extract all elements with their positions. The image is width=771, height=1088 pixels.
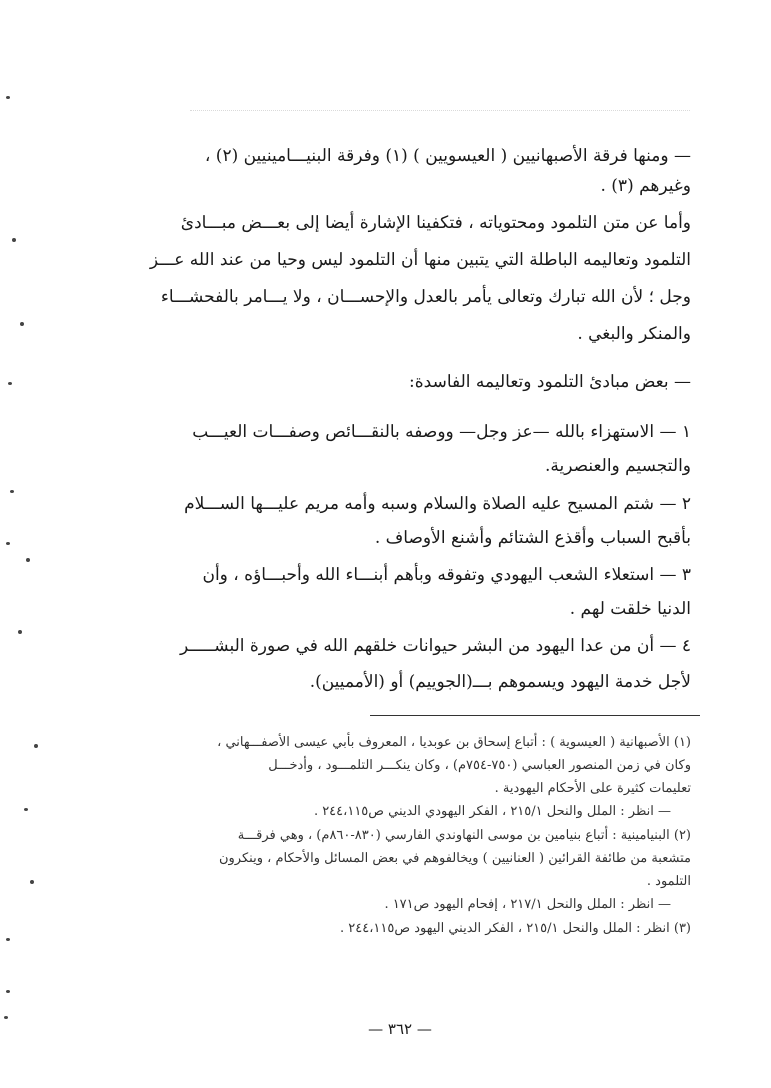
scan-speck — [6, 990, 10, 993]
footnote-line: (٢) البنيامينية : أتباع بنيامين بن موسى النهاوندي الفارسي (٨٣٠-٨٦٠م) ، وهي فرقـــة — [237, 828, 691, 843]
bleed-through-text — [190, 92, 690, 111]
body-line: ٣ — استعلاء الشعب اليهودي وتفوقه وبأهم أبنـــاء الله وأحبـــاؤه ، وأن — [202, 565, 691, 585]
scan-speck — [6, 938, 10, 941]
footnote-line: — انظر : الملل والنحل ٢١٥/١ ، الفكر اليهودي الديني ص٢٤٤،١١٥ . — [313, 804, 671, 819]
scan-speck — [8, 382, 12, 385]
footnote-line: (٣) انظر : الملل والنحل ٢١٥/١ ، الفكر الديني اليهود ص٢٤٤،١١٥ . — [339, 921, 691, 936]
scan-speck — [10, 490, 14, 493]
footnote-line: متشعبة من طائفة القرائين ( العنانيين ) ويخالفوهم في بعض المسائل والأحكام ، وينكرون — [218, 851, 691, 866]
scan-speck — [6, 96, 10, 99]
footnote-line: تعليمات كثيرة على الأحكام اليهودية . — [494, 781, 691, 796]
body-line: بأقبح السباب وأقذع الشتائم وأشنع الأوصاف . — [374, 528, 691, 548]
body-line: والمنكر والبغي . — [577, 324, 691, 344]
body-line: ٢ — شتم المسيح عليه الصلاة والسلام وسبه وأمه مريم عليـــها الســـلام — [184, 494, 691, 514]
scan-speck — [12, 238, 16, 242]
footnote-line: وكان في زمن المنصور العباسي (٧٥٠-٧٥٤م) ، وكان ينكـــر التلمـــود ، وأدخـــل — [268, 758, 691, 773]
footnote-line: — انظر : الملل والنحل ٢١٧/١ ، إفحام اليهود ص١٧١ . — [384, 897, 671, 912]
body-line: — بعض مبادئ التلمود وتعاليمه الفاسدة: — [409, 372, 691, 392]
footnote-separator — [370, 715, 700, 716]
body-line: والتجسيم والعنصرية. — [544, 456, 691, 476]
scan-speck — [18, 630, 22, 634]
body-line: وجل ؛ لأن الله تبارك وتعالى يأمر بالعدل والإحســـان ، ولا يـــامر بالفحشـــاء — [160, 287, 691, 307]
scan-speck — [20, 322, 24, 326]
footnote-line: (١) الأصبهانية ( العيسوية ) : أتباع إسحاق بن عوبديا ، المعروف بأبي عيسى الأصفـــهاني ، — [217, 735, 691, 750]
scan-speck — [24, 808, 28, 811]
scan-speck — [6, 542, 10, 545]
page-number: — ٣٦٢ — — [368, 1020, 432, 1038]
scan-speck — [4, 1016, 8, 1019]
body-line: وغيرهم (٣) . — [600, 176, 691, 196]
scan-speck — [34, 744, 38, 748]
body-line: الدنيا خلقت لهم . — [569, 599, 691, 619]
body-line: وأما عن متن التلمود ومحتوياته ، فتكفينا الإشارة أيضا إلى بعـــض مبـــادئ — [180, 213, 691, 233]
body-line: ٤ — أن من عدا اليهود من البشر حيوانات خلقهم الله في صورة البشـــــر — [180, 636, 691, 656]
body-line: لأجل خدمة اليهود ويسموهم بـــ(الجوييم) أو (الأمميين). — [309, 672, 691, 692]
footnote-line: التلمود . — [646, 874, 691, 889]
body-line: التلمود وتعاليمه الباطلة التي يتبين منها أن التلمود ليس وحيا من عند الله عـــز — [149, 250, 691, 270]
scan-speck — [30, 880, 34, 884]
body-line: ١ — الاستهزاء بالله —عز وجل— ووصفه بالنقـــائص وصفـــات العيـــب — [192, 422, 691, 442]
scan-speck — [26, 558, 30, 562]
body-line: — ومنها فرقة الأصبهانيين ( العيسويين ) (١) وفرقة البنيـــامينيين (٢) ، — [204, 146, 691, 166]
